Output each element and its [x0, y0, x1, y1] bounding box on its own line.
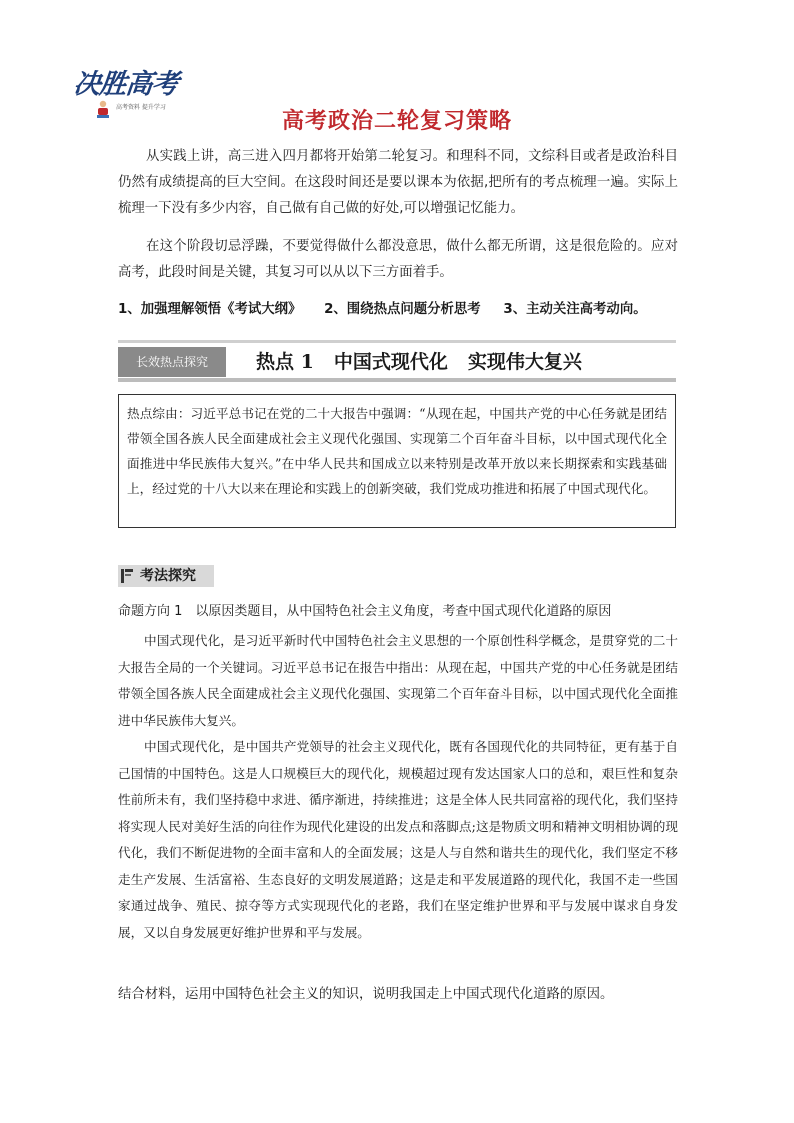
material-paragraph-1: 中国式现代化，是习近平新时代中国特色社会主义思想的一个原创性科学概念，是贯穿党的二十大报告全局的一个关键词。习近平总书记在报告中指出：从现在起，中国共产党的中心任务就是团结带领全国各族人民全面建成社会主义现代化强国、实现第二个百年奋斗目标，以中国式现代化全面推进中华民族伟大复兴。: [118, 633, 678, 728]
intro-paragraph-2: 在这个阶段切忌浮躁，不要觉得做什么都没意思，做什么都无所谓，这是很危险的。应对高考，此段时间是关键，其复习可以从以下三方面着手。: [118, 239, 678, 280]
heading-topic: 中国式现代化: [333, 351, 448, 373]
question-direction: 命题方向 1 以原因类题目，从中国特色社会主义角度，考查中国式现代化道路的原因: [118, 604, 612, 619]
logo-subtitle: 高考资料 提升学习: [116, 104, 166, 111]
page-title: 高考政治二轮复习策略: [281, 109, 512, 134]
book-icon: [121, 569, 133, 583]
banner-tag: 长效热点探究: [118, 347, 226, 377]
review-point-2: 2、围绕热点问题分析思考: [324, 302, 481, 317]
logo-text: 决胜高考: [72, 69, 180, 100]
method-label: 考法探究: [140, 568, 196, 584]
method-tag: [118, 565, 214, 587]
question-prompt: 结合材料，运用中国特色社会主义的知识，说明我国走上中国式现代化道路的原因。: [118, 987, 614, 1002]
material-paragraph-2: 中国式现代化，是中国共产党领导的社会主义现代化，既有各国现代化的共同特征，更有基于自己国情的中国特色。这是人口规模巨大的现代化，规模超过现有发达国家人口的总和，艰巨性和复杂性前所未有，我们坚持稳中求进、循序渐进，持续推进；这是全体人民共同富裕的现代化，我们坚持将实现人民对美好生活的向往作为现代化建设的出发点和落脚点;这是物质文明和精神文明相协调的现代化，我们不断促进物的全面丰富和人的全面发展；这是人与自然和谐共生的现代化，我们坚定不移走生产发展、生活富裕、生态良好的文明发展道路；这是走和平发展道路的现代化，我国不走一些国家通过战争、殖民、掠夺等方式实现现代化的老路，我们在坚定维护世界和平与发展中谋求自身发展，又以自身发展更好维护世界和平与发展。: [118, 739, 678, 940]
review-points: [118, 298, 665, 317]
section-heading: [256, 347, 582, 377]
review-point-1: 1、加强理解领悟《考试大纲》: [118, 302, 302, 317]
banner-top-rule: [118, 340, 676, 343]
banner-bottom-rule: [118, 378, 676, 382]
heading-number: 热点 1: [256, 351, 314, 373]
review-point-3: 3、主动关注高考动向。: [503, 302, 647, 317]
intro-paragraph-1: 从实践上讲，高三进入四月都将开始第二轮复习。和理科不同，文综科目或者是政治科目仍然有成绩提高的巨大空间。在这段时间还是要以课本为依据,把所有的考点梳理一遍。实际上梳理一下没有多少内容，自己做有自己做的好处,可以增强记忆能力。: [118, 149, 678, 216]
section-banner: [118, 340, 676, 382]
hotspot-summary-box: 热点综由：习近平总书记在党的二十大报告中强调：“从现在起，中国共产党的中心任务就是团结带领全国各族人民全面建成社会主义现代化强国、实现第二个百年奋斗目标，以中国式现代化全面推进中华民族伟大复兴。”在中华人民共和国成立以来特别是改革开放以来长期探索和实践基础上，经过党的十八大以来在理论和实践上的创新突破，我们党成功推进和拓展了中国式现代化。: [118, 394, 676, 528]
heading-goal: 实现伟大复兴: [467, 351, 582, 373]
